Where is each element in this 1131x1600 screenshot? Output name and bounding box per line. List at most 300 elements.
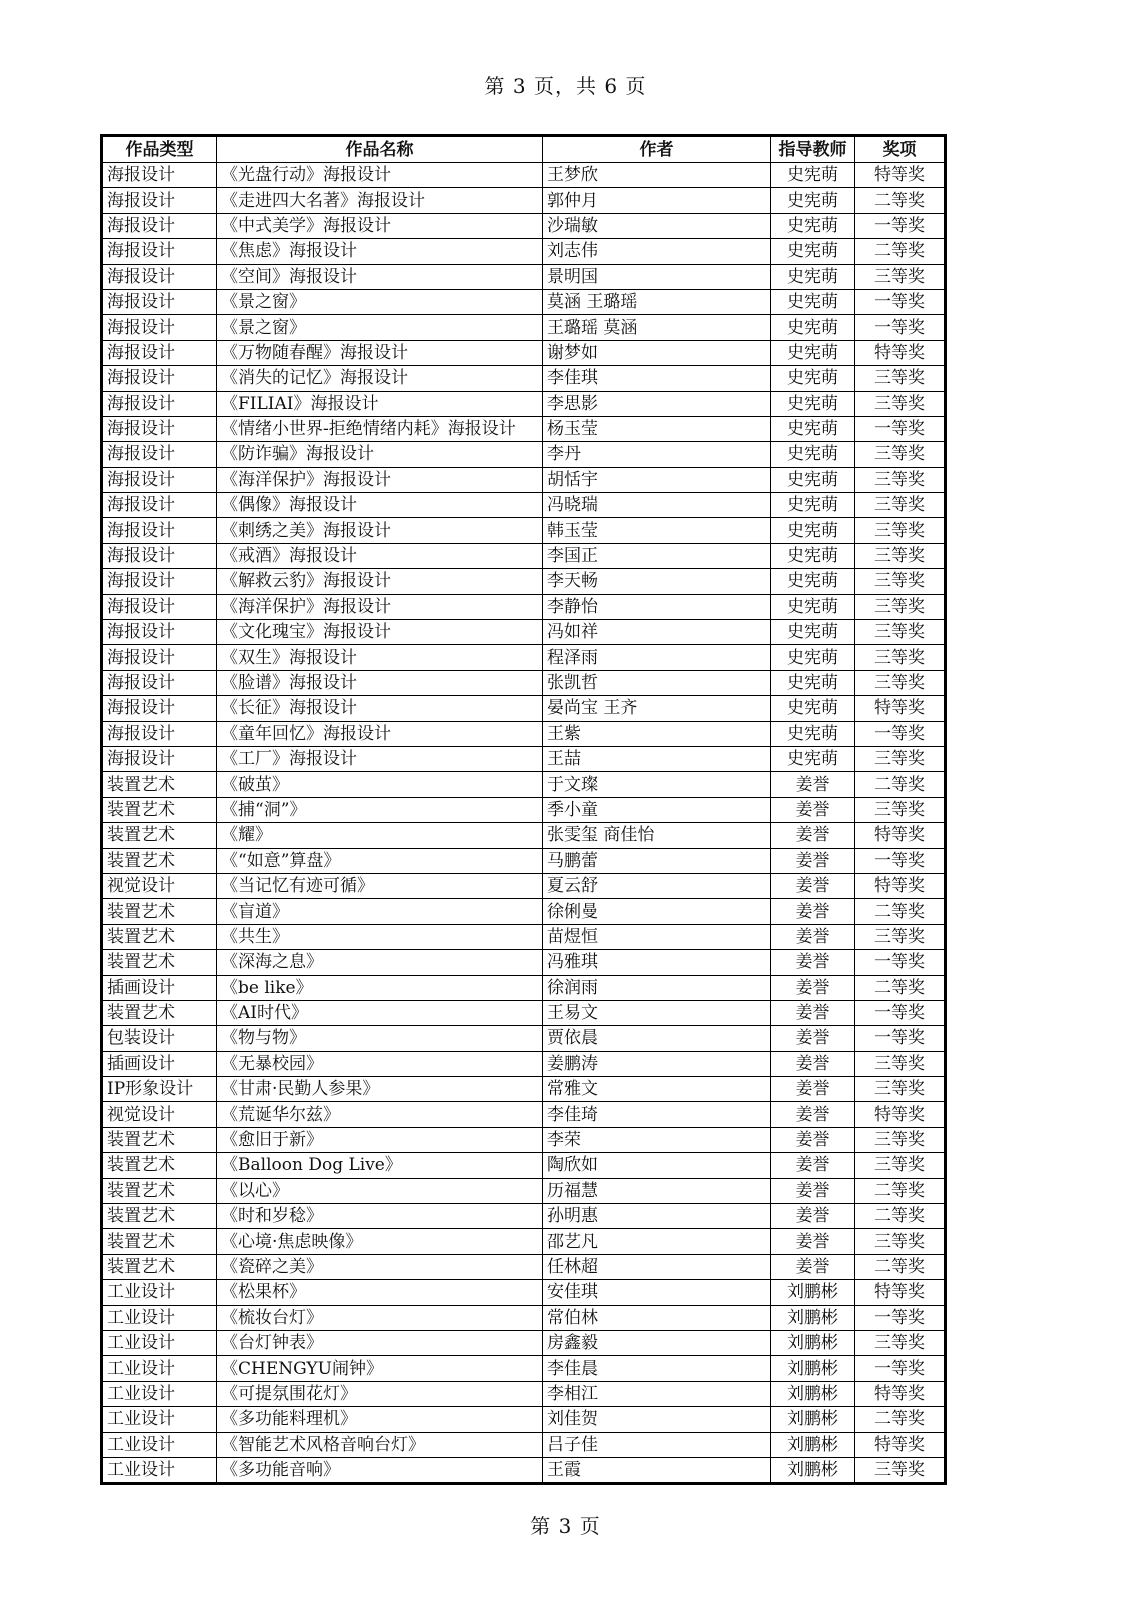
teacher-cell: 姜誉 xyxy=(771,1102,855,1127)
teacher-cell: 史宪萌 xyxy=(771,391,855,416)
name-cell: 《偶像》海报设计 xyxy=(217,493,543,518)
author-cell: 苗煜恒 xyxy=(543,924,771,949)
type-cell: 插画设计 xyxy=(102,1051,217,1076)
author-cell: 李静怡 xyxy=(543,594,771,619)
type-cell: 工业设计 xyxy=(102,1280,217,1305)
name-cell: 《物与物》 xyxy=(217,1026,543,1051)
award-cell: 三等奖 xyxy=(855,518,946,543)
table-row xyxy=(102,1127,946,1152)
author-cell: 安佳琪 xyxy=(543,1280,771,1305)
table-row xyxy=(102,569,946,594)
type-cell: 装置艺术 xyxy=(102,899,217,924)
author-cell: 冯晓瑞 xyxy=(543,493,771,518)
teacher-cell: 姜誉 xyxy=(771,1000,855,1025)
award-cell: 三等奖 xyxy=(855,797,946,822)
author-cell: 房鑫毅 xyxy=(543,1330,771,1355)
name-cell: 《景之窗》 xyxy=(217,289,543,314)
teacher-cell: 刘鹏彬 xyxy=(771,1381,855,1406)
award-cell: 三等奖 xyxy=(855,1127,946,1152)
author-cell: 李相江 xyxy=(543,1381,771,1406)
author-cell: 孙明惠 xyxy=(543,1204,771,1229)
table-row xyxy=(102,1000,946,1025)
author-cell: 吕子佳 xyxy=(543,1432,771,1457)
table-row xyxy=(102,264,946,289)
name-cell: 《台灯钟表》 xyxy=(217,1330,543,1355)
award-cell: 一等奖 xyxy=(855,1000,946,1025)
teacher-cell: 史宪萌 xyxy=(771,543,855,568)
table-row xyxy=(102,340,946,365)
type-cell: 海报设计 xyxy=(102,721,217,746)
teacher-cell: 姜誉 xyxy=(771,823,855,848)
table-row xyxy=(102,239,946,264)
type-cell: 工业设计 xyxy=(102,1457,217,1483)
table-row xyxy=(102,366,946,391)
type-cell: 海报设计 xyxy=(102,340,217,365)
table-row xyxy=(102,975,946,1000)
name-cell: 《FILIAI》海报设计 xyxy=(217,391,543,416)
name-cell: 《海洋保护》海报设计 xyxy=(217,467,543,492)
table-row xyxy=(102,823,946,848)
table-row xyxy=(102,848,946,873)
teacher-cell: 姜誉 xyxy=(771,950,855,975)
teacher-cell: 史宪萌 xyxy=(771,594,855,619)
name-cell: 《脸谱》海报设计 xyxy=(217,670,543,695)
teacher-cell: 姜誉 xyxy=(771,772,855,797)
page-header: 第 3 页，共 6 页 xyxy=(484,74,647,98)
author-cell: 徐润雨 xyxy=(543,975,771,1000)
award-cell: 一等奖 xyxy=(855,213,946,238)
author-cell: 李天畅 xyxy=(543,569,771,594)
award-cell: 三等奖 xyxy=(855,670,946,695)
author-cell: 陶欣如 xyxy=(543,1153,771,1178)
name-cell: 《景之窗》 xyxy=(217,315,543,340)
teacher-cell: 姜誉 xyxy=(771,1026,855,1051)
award-cell: 特等奖 xyxy=(855,340,946,365)
award-cell: 特等奖 xyxy=(855,1102,946,1127)
type-cell: IP形象设计 xyxy=(102,1077,217,1102)
teacher-cell: 史宪萌 xyxy=(771,442,855,467)
award-cell: 一等奖 xyxy=(855,721,946,746)
name-cell: 《CHENGYU闹钟》 xyxy=(217,1356,543,1381)
table-row xyxy=(102,391,946,416)
table-row xyxy=(102,1026,946,1051)
author-cell: 贾依晨 xyxy=(543,1026,771,1051)
type-cell: 装置艺术 xyxy=(102,1254,217,1279)
name-cell: 《双生》海报设计 xyxy=(217,645,543,670)
type-cell: 工业设计 xyxy=(102,1305,217,1330)
author-cell: 姜鹏涛 xyxy=(543,1051,771,1076)
table-row xyxy=(102,645,946,670)
teacher-cell: 史宪萌 xyxy=(771,289,855,314)
author-cell: 李国正 xyxy=(543,543,771,568)
name-cell: 《以心》 xyxy=(217,1178,543,1203)
type-cell: 装置艺术 xyxy=(102,1153,217,1178)
name-cell: 《捕“洞”》 xyxy=(217,797,543,822)
teacher-cell: 姜誉 xyxy=(771,1127,855,1152)
table-row xyxy=(102,950,946,975)
author-cell: 王梦欣 xyxy=(543,163,771,188)
table-row xyxy=(102,315,946,340)
name-cell: 《共生》 xyxy=(217,924,543,949)
author-cell: 李佳琦 xyxy=(543,1102,771,1127)
author-cell: 韩玉莹 xyxy=(543,518,771,543)
type-cell: 海报设计 xyxy=(102,467,217,492)
award-cell: 特等奖 xyxy=(855,163,946,188)
table-row xyxy=(102,289,946,314)
name-cell: 《荒诞华尔兹》 xyxy=(217,1102,543,1127)
type-cell: 海报设计 xyxy=(102,366,217,391)
teacher-cell: 姜誉 xyxy=(771,1178,855,1203)
teacher-cell: 史宪萌 xyxy=(771,696,855,721)
author-cell: 刘佳贺 xyxy=(543,1407,771,1432)
table-row xyxy=(102,899,946,924)
author-cell: 李荣 xyxy=(543,1127,771,1152)
teacher-cell: 姜誉 xyxy=(771,1254,855,1279)
name-cell: 《解救云豹》海报设计 xyxy=(217,569,543,594)
teacher-cell: 史宪萌 xyxy=(771,264,855,289)
table-row xyxy=(102,1178,946,1203)
author-cell: 程泽雨 xyxy=(543,645,771,670)
author-cell: 王喆 xyxy=(543,746,771,771)
author-cell: 莫涵 王璐瑶 xyxy=(543,289,771,314)
teacher-cell: 史宪萌 xyxy=(771,645,855,670)
name-cell: 《耀》 xyxy=(217,823,543,848)
awards-table xyxy=(100,134,947,1485)
name-cell: 《长征》海报设计 xyxy=(217,696,543,721)
table-row xyxy=(102,721,946,746)
table-row xyxy=(102,467,946,492)
type-cell: 海报设计 xyxy=(102,569,217,594)
author-cell: 王紫 xyxy=(543,721,771,746)
teacher-cell: 姜誉 xyxy=(771,1204,855,1229)
type-cell: 工业设计 xyxy=(102,1432,217,1457)
author-cell: 常雅文 xyxy=(543,1077,771,1102)
table-row xyxy=(102,518,946,543)
name-cell: 《走进四大名著》海报设计 xyxy=(217,188,543,213)
award-cell: 特等奖 xyxy=(855,1381,946,1406)
table-row xyxy=(102,594,946,619)
name-cell: 《盲道》 xyxy=(217,899,543,924)
author-cell: 张雯玺 商佳怡 xyxy=(543,823,771,848)
award-cell: 二等奖 xyxy=(855,239,946,264)
award-cell: 三等奖 xyxy=(855,1153,946,1178)
name-cell: 《文化瑰宝》海报设计 xyxy=(217,620,543,645)
type-cell: 海报设计 xyxy=(102,696,217,721)
author-cell: 邵艺凡 xyxy=(543,1229,771,1254)
teacher-cell: 史宪萌 xyxy=(771,163,855,188)
teacher-cell: 姜誉 xyxy=(771,1051,855,1076)
teacher-cell: 刘鹏彬 xyxy=(771,1330,855,1355)
type-cell: 海报设计 xyxy=(102,645,217,670)
name-cell: 《多功能料理机》 xyxy=(217,1407,543,1432)
award-cell: 一等奖 xyxy=(855,1305,946,1330)
award-cell: 三等奖 xyxy=(855,442,946,467)
name-cell: 《情绪小世界-拒绝情绪内耗》海报设计 xyxy=(217,416,543,441)
teacher-cell: 姜誉 xyxy=(771,873,855,898)
name-cell: 《深海之息》 xyxy=(217,950,543,975)
type-cell: 工业设计 xyxy=(102,1407,217,1432)
table-row xyxy=(102,1381,946,1406)
type-cell: 海报设计 xyxy=(102,239,217,264)
table-row xyxy=(102,772,946,797)
type-cell: 海报设计 xyxy=(102,442,217,467)
name-cell: 《“如意”算盘》 xyxy=(217,848,543,873)
teacher-cell: 姜誉 xyxy=(771,797,855,822)
teacher-cell: 史宪萌 xyxy=(771,366,855,391)
author-cell: 李思影 xyxy=(543,391,771,416)
table-row xyxy=(102,442,946,467)
table-header-row xyxy=(102,136,946,163)
name-cell: 《智能艺术风格音响台灯》 xyxy=(217,1432,543,1457)
table-row xyxy=(102,1457,946,1483)
teacher-cell: 姜誉 xyxy=(771,1229,855,1254)
award-cell: 二等奖 xyxy=(855,1254,946,1279)
name-cell: 《时和岁稔》 xyxy=(217,1204,543,1229)
name-cell: 《焦虑》海报设计 xyxy=(217,239,543,264)
name-cell: 《无暴校园》 xyxy=(217,1051,543,1076)
type-cell: 装置艺术 xyxy=(102,823,217,848)
author-cell: 胡恬宇 xyxy=(543,467,771,492)
table-row xyxy=(102,746,946,771)
name-cell: 《愈旧于新》 xyxy=(217,1127,543,1152)
type-cell: 海报设计 xyxy=(102,543,217,568)
teacher-cell: 史宪萌 xyxy=(771,239,855,264)
award-cell: 特等奖 xyxy=(855,1432,946,1457)
teacher-cell: 史宪萌 xyxy=(771,188,855,213)
name-cell: 《be like》 xyxy=(217,975,543,1000)
author-cell: 景明国 xyxy=(543,264,771,289)
author-cell: 夏云舒 xyxy=(543,873,771,898)
type-cell: 海报设计 xyxy=(102,493,217,518)
award-cell: 一等奖 xyxy=(855,848,946,873)
table-row xyxy=(102,924,946,949)
award-cell: 三等奖 xyxy=(855,1077,946,1102)
author-cell: 历福慧 xyxy=(543,1178,771,1203)
table-row xyxy=(102,1407,946,1432)
table-row xyxy=(102,1051,946,1076)
header-cell-author: 作者 xyxy=(543,136,771,163)
author-cell: 张凯哲 xyxy=(543,670,771,695)
award-cell: 一等奖 xyxy=(855,289,946,314)
type-cell: 装置艺术 xyxy=(102,1178,217,1203)
type-cell: 装置艺术 xyxy=(102,772,217,797)
award-cell: 一等奖 xyxy=(855,416,946,441)
award-cell: 三等奖 xyxy=(855,366,946,391)
award-cell: 三等奖 xyxy=(855,1330,946,1355)
award-cell: 二等奖 xyxy=(855,899,946,924)
type-cell: 视觉设计 xyxy=(102,1102,217,1127)
type-cell: 装置艺术 xyxy=(102,950,217,975)
type-cell: 海报设计 xyxy=(102,264,217,289)
author-cell: 徐俐曼 xyxy=(543,899,771,924)
type-cell: 装置艺术 xyxy=(102,1229,217,1254)
name-cell: 《刺绣之美》海报设计 xyxy=(217,518,543,543)
teacher-cell: 刘鹏彬 xyxy=(771,1432,855,1457)
name-cell: 《AI时代》 xyxy=(217,1000,543,1025)
type-cell: 海报设计 xyxy=(102,670,217,695)
author-cell: 晏尚宝 王齐 xyxy=(543,696,771,721)
name-cell: 《甘肃·民勤人参果》 xyxy=(217,1077,543,1102)
teacher-cell: 史宪萌 xyxy=(771,213,855,238)
author-cell: 王霞 xyxy=(543,1457,771,1483)
type-cell: 包装设计 xyxy=(102,1026,217,1051)
name-cell: 《瓷碎之美》 xyxy=(217,1254,543,1279)
award-cell: 三等奖 xyxy=(855,543,946,568)
name-cell: 《Balloon Dog Live》 xyxy=(217,1153,543,1178)
award-cell: 三等奖 xyxy=(855,1229,946,1254)
award-cell: 二等奖 xyxy=(855,1204,946,1229)
table-row xyxy=(102,188,946,213)
type-cell: 海报设计 xyxy=(102,213,217,238)
table-row xyxy=(102,1305,946,1330)
table-row xyxy=(102,213,946,238)
table-row xyxy=(102,1356,946,1381)
author-cell: 李丹 xyxy=(543,442,771,467)
table-row xyxy=(102,1102,946,1127)
award-cell: 三等奖 xyxy=(855,620,946,645)
author-cell: 杨玉莹 xyxy=(543,416,771,441)
author-cell: 于文璨 xyxy=(543,772,771,797)
table-row xyxy=(102,493,946,518)
author-cell: 任林超 xyxy=(543,1254,771,1279)
type-cell: 装置艺术 xyxy=(102,1127,217,1152)
award-cell: 二等奖 xyxy=(855,1407,946,1432)
type-cell: 装置艺术 xyxy=(102,1000,217,1025)
type-cell: 装置艺术 xyxy=(102,924,217,949)
table-row xyxy=(102,620,946,645)
award-cell: 三等奖 xyxy=(855,391,946,416)
header-cell-teacher: 指导教师 xyxy=(771,136,855,163)
name-cell: 《心境·焦虑映像》 xyxy=(217,1229,543,1254)
type-cell: 装置艺术 xyxy=(102,848,217,873)
table-row xyxy=(102,670,946,695)
table-row xyxy=(102,1204,946,1229)
header-cell-award: 奖项 xyxy=(855,136,946,163)
award-cell: 三等奖 xyxy=(855,467,946,492)
name-cell: 《可提氛围花灯》 xyxy=(217,1381,543,1406)
award-cell: 二等奖 xyxy=(855,772,946,797)
table-body xyxy=(102,163,946,1484)
award-cell: 特等奖 xyxy=(855,696,946,721)
type-cell: 海报设计 xyxy=(102,289,217,314)
teacher-cell: 史宪萌 xyxy=(771,620,855,645)
award-cell: 二等奖 xyxy=(855,188,946,213)
name-cell: 《防诈骗》海报设计 xyxy=(217,442,543,467)
name-cell: 《破茧》 xyxy=(217,772,543,797)
teacher-cell: 姜誉 xyxy=(771,1153,855,1178)
type-cell: 海报设计 xyxy=(102,315,217,340)
header-cell-type: 作品类型 xyxy=(102,136,217,163)
table-row xyxy=(102,1280,946,1305)
type-cell: 海报设计 xyxy=(102,163,217,188)
table-row xyxy=(102,1229,946,1254)
table-row xyxy=(102,696,946,721)
award-cell: 二等奖 xyxy=(855,975,946,1000)
teacher-cell: 姜誉 xyxy=(771,975,855,1000)
name-cell: 《消失的记忆》海报设计 xyxy=(217,366,543,391)
teacher-cell: 刘鹏彬 xyxy=(771,1356,855,1381)
award-cell: 一等奖 xyxy=(855,950,946,975)
name-cell: 《梳妆台灯》 xyxy=(217,1305,543,1330)
page-footer: 第 3 页 xyxy=(530,1514,601,1538)
table-row xyxy=(102,1432,946,1457)
award-cell: 特等奖 xyxy=(855,1280,946,1305)
award-cell: 三等奖 xyxy=(855,1457,946,1483)
name-cell: 《空间》海报设计 xyxy=(217,264,543,289)
table-row xyxy=(102,1330,946,1355)
name-cell: 《松果杯》 xyxy=(217,1280,543,1305)
name-cell: 《多功能音响》 xyxy=(217,1457,543,1483)
name-cell: 《戒酒》海报设计 xyxy=(217,543,543,568)
award-cell: 三等奖 xyxy=(855,264,946,289)
type-cell: 工业设计 xyxy=(102,1330,217,1355)
table-row xyxy=(102,873,946,898)
type-cell: 插画设计 xyxy=(102,975,217,1000)
type-cell: 海报设计 xyxy=(102,188,217,213)
name-cell: 《工厂》海报设计 xyxy=(217,746,543,771)
teacher-cell: 刘鹏彬 xyxy=(771,1407,855,1432)
award-cell: 三等奖 xyxy=(855,569,946,594)
type-cell: 装置艺术 xyxy=(102,797,217,822)
teacher-cell: 刘鹏彬 xyxy=(771,1457,855,1483)
teacher-cell: 史宪萌 xyxy=(771,416,855,441)
teacher-cell: 史宪萌 xyxy=(771,467,855,492)
teacher-cell: 姜誉 xyxy=(771,924,855,949)
table-row xyxy=(102,797,946,822)
type-cell: 海报设计 xyxy=(102,518,217,543)
award-cell: 一等奖 xyxy=(855,1356,946,1381)
teacher-cell: 史宪萌 xyxy=(771,340,855,365)
award-cell: 三等奖 xyxy=(855,746,946,771)
type-cell: 海报设计 xyxy=(102,746,217,771)
award-cell: 三等奖 xyxy=(855,493,946,518)
type-cell: 海报设计 xyxy=(102,391,217,416)
author-cell: 冯如祥 xyxy=(543,620,771,645)
teacher-cell: 史宪萌 xyxy=(771,518,855,543)
author-cell: 沙瑞敏 xyxy=(543,213,771,238)
teacher-cell: 史宪萌 xyxy=(771,315,855,340)
teacher-cell: 刘鹏彬 xyxy=(771,1305,855,1330)
teacher-cell: 史宪萌 xyxy=(771,721,855,746)
teacher-cell: 史宪萌 xyxy=(771,670,855,695)
type-cell: 工业设计 xyxy=(102,1381,217,1406)
name-cell: 《当记忆有迹可循》 xyxy=(217,873,543,898)
award-cell: 特等奖 xyxy=(855,873,946,898)
table-row xyxy=(102,416,946,441)
name-cell: 《童年回忆》海报设计 xyxy=(217,721,543,746)
teacher-cell: 姜誉 xyxy=(771,899,855,924)
name-cell: 《万物随春醒》海报设计 xyxy=(217,340,543,365)
award-cell: 一等奖 xyxy=(855,1026,946,1051)
award-cell: 三等奖 xyxy=(855,1051,946,1076)
author-cell: 季小童 xyxy=(543,797,771,822)
author-cell: 谢梦如 xyxy=(543,340,771,365)
author-cell: 王易文 xyxy=(543,1000,771,1025)
teacher-cell: 史宪萌 xyxy=(771,493,855,518)
award-cell: 三等奖 xyxy=(855,924,946,949)
author-cell: 冯雅琪 xyxy=(543,950,771,975)
type-cell: 视觉设计 xyxy=(102,873,217,898)
teacher-cell: 姜誉 xyxy=(771,848,855,873)
teacher-cell: 史宪萌 xyxy=(771,569,855,594)
table-row xyxy=(102,1077,946,1102)
award-cell: 特等奖 xyxy=(855,823,946,848)
table-row xyxy=(102,163,946,188)
name-cell: 《海洋保护》海报设计 xyxy=(217,594,543,619)
type-cell: 装置艺术 xyxy=(102,1204,217,1229)
award-cell: 三等奖 xyxy=(855,594,946,619)
type-cell: 海报设计 xyxy=(102,620,217,645)
